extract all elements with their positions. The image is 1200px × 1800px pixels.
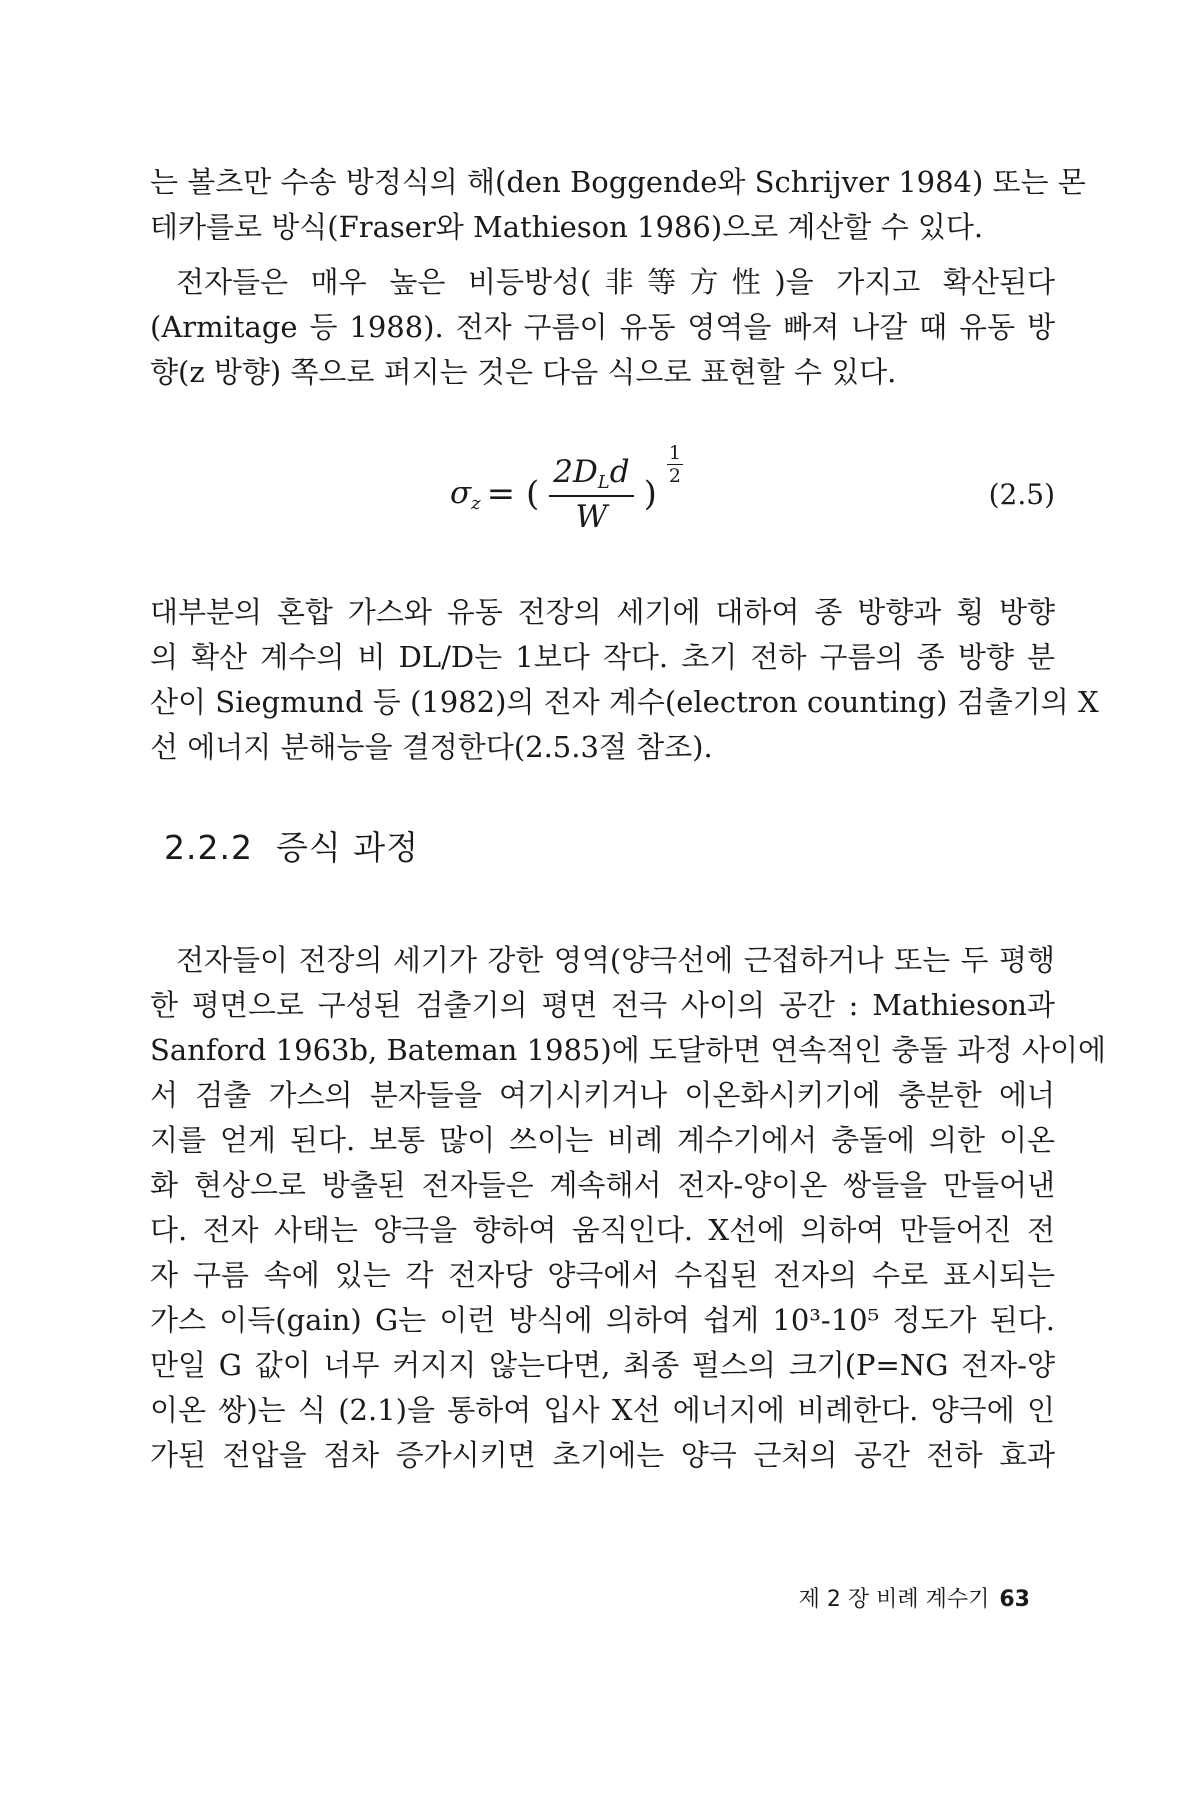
text-line: 다. 전자 사태는 양극을 향하여 움직인다. X선에 의하여 만들어진 전 <box>150 1213 1055 1247</box>
section-heading <box>164 822 419 869</box>
text-line: (Armitage 등 1988). 전자 구름이 유동 영역을 빠져 나갈 때 유동 방 <box>150 310 1055 344</box>
section-title: 증식 과정 <box>275 828 419 867</box>
exponent-fraction <box>667 442 683 487</box>
text-line: 이온 쌍)는 식 (2.1)을 통하여 입사 X선 에너지에 비례한다. 양극에 인 <box>150 1393 1055 1427</box>
chapter-title: 제 2 장 비례 계수기 <box>798 1587 990 1612</box>
text-line: 한 평면으로 구성된 검출기의 평면 전극 사이의 공간 : Mathieson과 <box>150 988 1055 1022</box>
sigma-symbol: σ <box>450 474 472 511</box>
text-line: 지를 얻게 된다. 보통 많이 쓰이는 비례 계수기에서 충돌에 의한 이온 <box>150 1123 1055 1157</box>
numerator-main: 2D <box>553 453 598 490</box>
text-line: 대부분의 혼합 가스와 유동 전장의 세기에 대하여 종 방향과 횡 방향 <box>150 595 1055 629</box>
text-line: 전자들이 전장의 세기가 강한 영역(양극선에 근접하거나 또는 두 평행 <box>176 943 1055 977</box>
exponent-denominator: 2 <box>668 464 681 487</box>
section-number: 2.2.2 <box>164 828 253 867</box>
paragraph-multiplication <box>150 938 1107 1478</box>
equation-lhs <box>450 475 481 514</box>
equals-open-paren: = ( <box>486 474 540 514</box>
page-number: 63 <box>999 1587 1030 1612</box>
text-line: 테카를로 방식(Fraser와 Mathieson 1986)으로 계산할 수 있다. <box>150 210 984 244</box>
numerator-subscript: L <box>597 471 610 493</box>
text-line: 서 검출 가스의 분자들을 여기시키거나 이온화시키기에 충분한 에너 <box>150 1078 1055 1112</box>
text-line: Sanford 1963b, Bateman 1985)에 도달하면 연속적인 충돌 과정 사이에 <box>150 1033 1107 1067</box>
paragraph-continuation <box>150 160 1086 250</box>
text-line: 만일 G 값이 너무 커지지 않는다면, 최종 펄스의 크기(P=NG 전자-양 <box>150 1348 1055 1382</box>
exponent-numerator: 1 <box>668 441 681 464</box>
close-paren: ) <box>643 474 657 514</box>
text-line: 가스 이득(gain) G는 이런 방식에 의하여 쉽게 10³-10⁵ 정도가 된다. <box>150 1303 1055 1337</box>
text-line: 가된 전압을 점차 증가시키면 초기에는 양극 근처의 공간 전하 효과 <box>150 1438 1055 1472</box>
numerator-tail: d <box>609 453 630 490</box>
text-line: 산이 Siegmund 등 (1982)의 전자 계수(electron counting) 검출기의 X <box>150 685 1099 719</box>
text-line: 향(z 방향) 쪽으로 퍼지는 것은 다음 식으로 표현할 수 있다. <box>150 355 897 389</box>
text-line: 의 확산 계수의 비 DL/D는 1보다 작다. 초기 전하 구름의 종 방향 분 <box>150 640 1055 674</box>
text-line: 선 에너지 분해능을 결정한다(2.5.3절 참조). <box>150 730 713 764</box>
paragraph-diffusion <box>150 260 1055 395</box>
fraction-denominator: W <box>575 498 608 535</box>
text-line: 전자들은 매우 높은 비등방성(非等方性)을 가지고 확산된다 <box>176 265 1055 299</box>
text-line: 화 현상으로 방출된 전자들은 계속해서 전자-양이온 쌍들을 만들어낸 <box>150 1168 1055 1202</box>
paragraph-diffusion-ratio <box>150 590 1099 770</box>
text-line: 자 구름 속에 있는 각 전자당 양극에서 수집된 전자의 수로 표시되는 <box>150 1258 1055 1292</box>
equation-2-5 <box>150 440 1055 550</box>
text-line: 는 볼츠만 수송 방정식의 해(den Boggende와 Schrijver 1984) 또는 몬 <box>150 165 1086 199</box>
page-footer <box>760 1582 1030 1613</box>
fraction <box>549 454 633 535</box>
sigma-subscript: z <box>471 492 481 514</box>
fraction-numerator <box>549 454 633 497</box>
equation-number: (2.5) <box>988 478 1055 511</box>
equation-body <box>450 441 683 535</box>
